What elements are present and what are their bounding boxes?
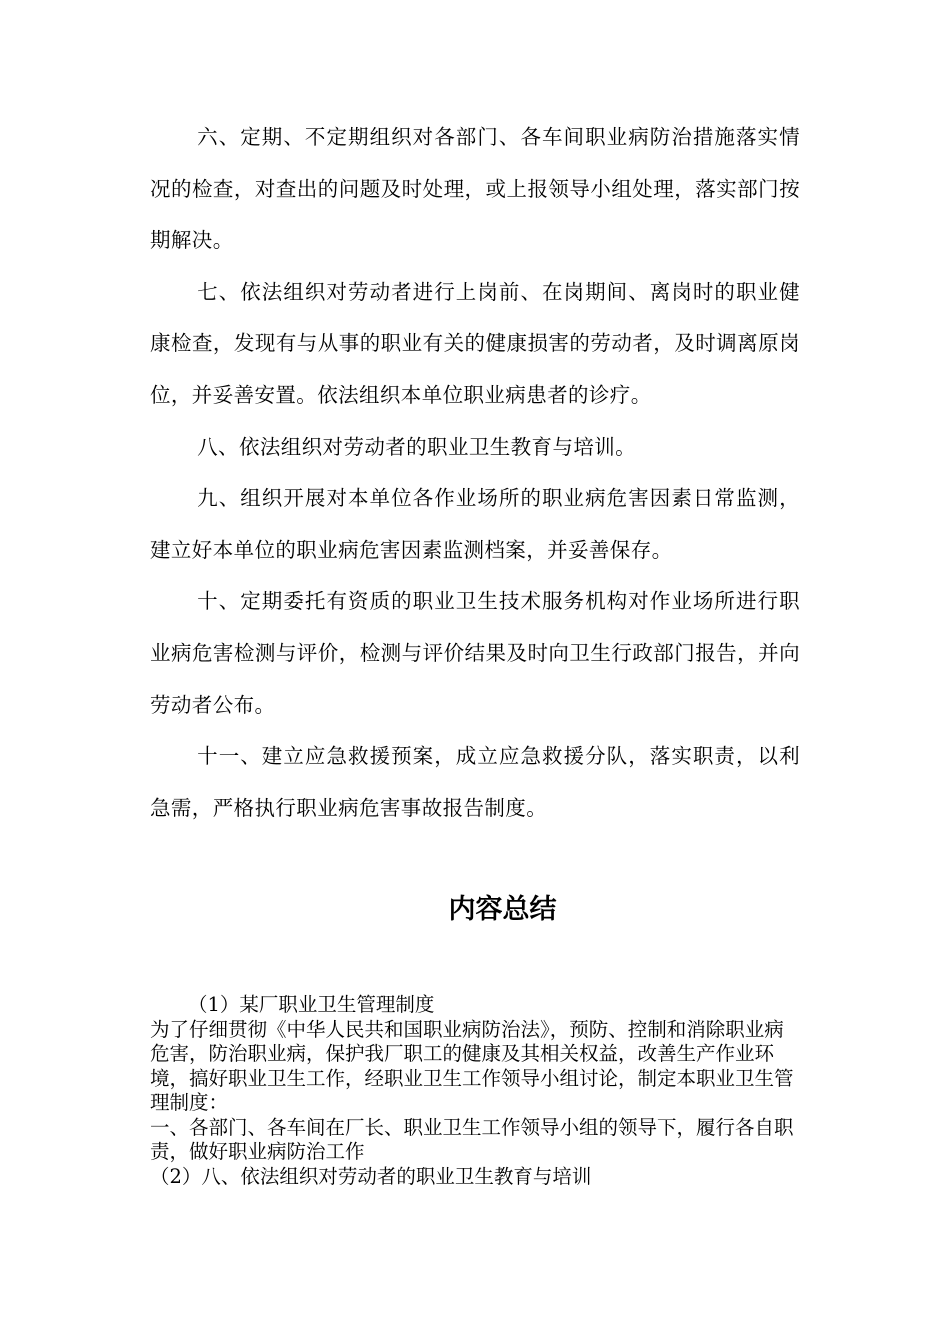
paragraph-8: 八、依法组织对劳动者的职业卫生教育与培训。 [197,434,637,459]
summary-item-1-text: 为了仔细贯彻《中华人民共和国职业病防治法》，预防、控制和消除职业病危害，防治职业病，保护我厂职工的健康及其相关权益，改善生产作业环境，搞好职业卫生工作，经职业卫生工作领导小组讨论，制定本职业卫生管理制度： [150,1017,794,1114]
paragraph-9: 九、组织开展对本单位各作业场所的职业病危害因素日常监测，建立好本单位的职业病危害因素监测档案，并妥善保存。 [150,486,800,562]
paragraph-6: 六、定期、不定期组织对各部门、各车间职业病防治措施落实情况的检查，对查出的问题及时处理，或上报领导小组处理，落实部门按期解决。 [150,125,800,253]
document-body [150,112,800,834]
summary-item-1-point: 一、各部门、各车间在厂长、职业卫生工作领导小组的领导下，履行各自职责，做好职业病防治工作 [150,1115,794,1163]
summary-item-2: （2）八、依法组织对劳动者的职业卫生教育与培训 [150,1164,592,1188]
paragraph-11: 十一、建立应急救援预案，成立应急救援分队，落实职责，以利急需，严格执行职业病危害事故报告制度。 [150,744,800,820]
paragraph-7: 七、依法组织对劳动者进行上岗前、在岗期间、离岗时的职业健康检查，发现有与从事的职业有关的健康损害的劳动者，及时调离原岗位，并妥善安置。依法组织本单位职业病患者的诊疗。 [150,279,800,407]
summary-title: 内容总结 [448,894,557,925]
summary-section [150,993,800,1189]
paragraph-10: 十、定期委托有资质的职业卫生技术服务机构对作业场所进行职业病危害检测与评价，检测与评价结果及时向卫生行政部门报告，并向劳动者公布。 [150,589,800,717]
summary-item-1-label: （1）某厂职业卫生管理制度 [188,993,435,1016]
